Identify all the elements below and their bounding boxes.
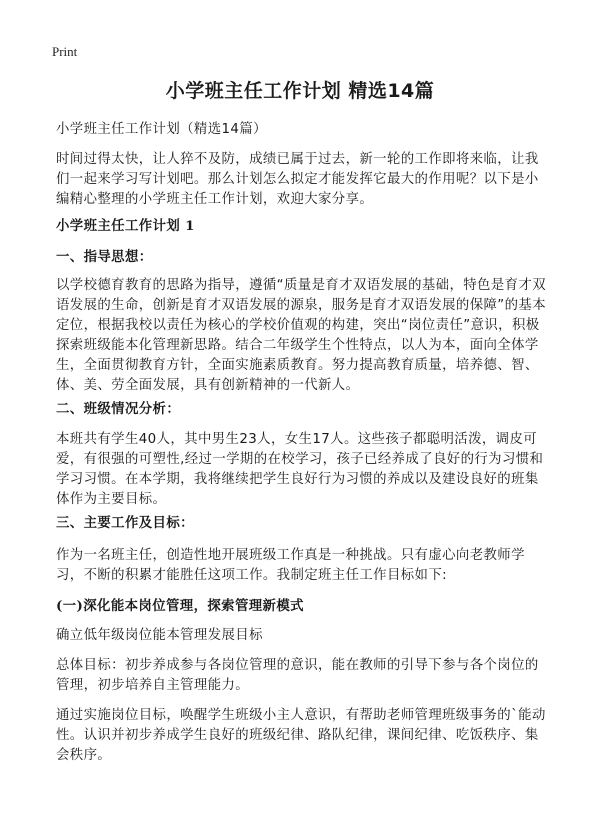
page-title: 小学班主任工作计划 精选14篇	[165, 80, 435, 102]
plan-heading: 小学班主任工作计划 1	[56, 218, 195, 234]
subsection-overall-goal: 总体目标：初步养成参与各岗位管理的意识，能在教师的引导下参与各个岗位的管理，初步培养自主管理能力。	[56, 658, 539, 693]
intro-paragraph: 时间过得太快，让人猝不及防，成绩已属于过去，新一轮的工作即将来临，让我们一起来学习写计划吧。那么计划怎么拟定才能发挥它最大的作用呢？以下是小编精心整理的小学班主任工作计划，欢迎大家分享。	[56, 152, 539, 207]
subsection-goal-line: 确立低年级岗位能本管理发展目标	[56, 628, 263, 643]
print-link[interactable]: Print	[52, 44, 78, 59]
section-heading-main-work: 三、主要工作及目标：	[56, 516, 194, 531]
section-heading-guiding-ideology: 一、指导思想：	[56, 250, 153, 265]
section-body-class-analysis: 本班共有学生40人，其中男生23人，女生17人。这些孩子都聪明活泼，调皮可爱，有很强的可塑性,经过一学期的在校学习，孩子已经养成了良好的行为习惯和学习习惯。在本学期，我将继续把学生良好行为习惯的养成以及建设良好的班集体作为主要目标。	[56, 432, 544, 507]
subsection-heading: (一)深化能本岗位管理，探索管理新模式	[56, 598, 304, 614]
document-subtitle: 小学班主任工作计划（精选14篇）	[56, 122, 267, 137]
section-body-main-work: 作为一名班主任，创造性地开展班级工作真是一种挑战。只有虚心向老教师学习，不断的积累才能胜任这项工作。我制定班主任工作目标如下:	[56, 548, 525, 583]
section-heading-class-analysis: 二、班级情况分析：	[56, 402, 181, 417]
subsection-implementation: 通过实施岗位目标，唤醒学生班级小主人意识，有帮助老师管理班级事务的`能动性。认识并初步养成学生良好的班级纪律、路队纪律，课间纪律、吃饭秩序、集会秩序。	[56, 708, 546, 763]
section-body-guiding-ideology: 以学校德育教育的思路为指导，遵循“质量是育才双语发展的基础，特色是育才双语发展的生命，创新是育才双语发展的源泉，服务是育才双语发展的保障”的基本定位，根据我校以责任为核心的学校价值观的构建，突出“岗位责任”意识，积极探索班级能本化管理新思路。结合二年级学生个性特点，以人为本，面向全体学生，全面贯彻教育方针，全面实施素质教育。努力提高教育质量，培养德、智、体、美、劳全面发展，具有创新精神的一代新人。	[56, 278, 547, 393]
